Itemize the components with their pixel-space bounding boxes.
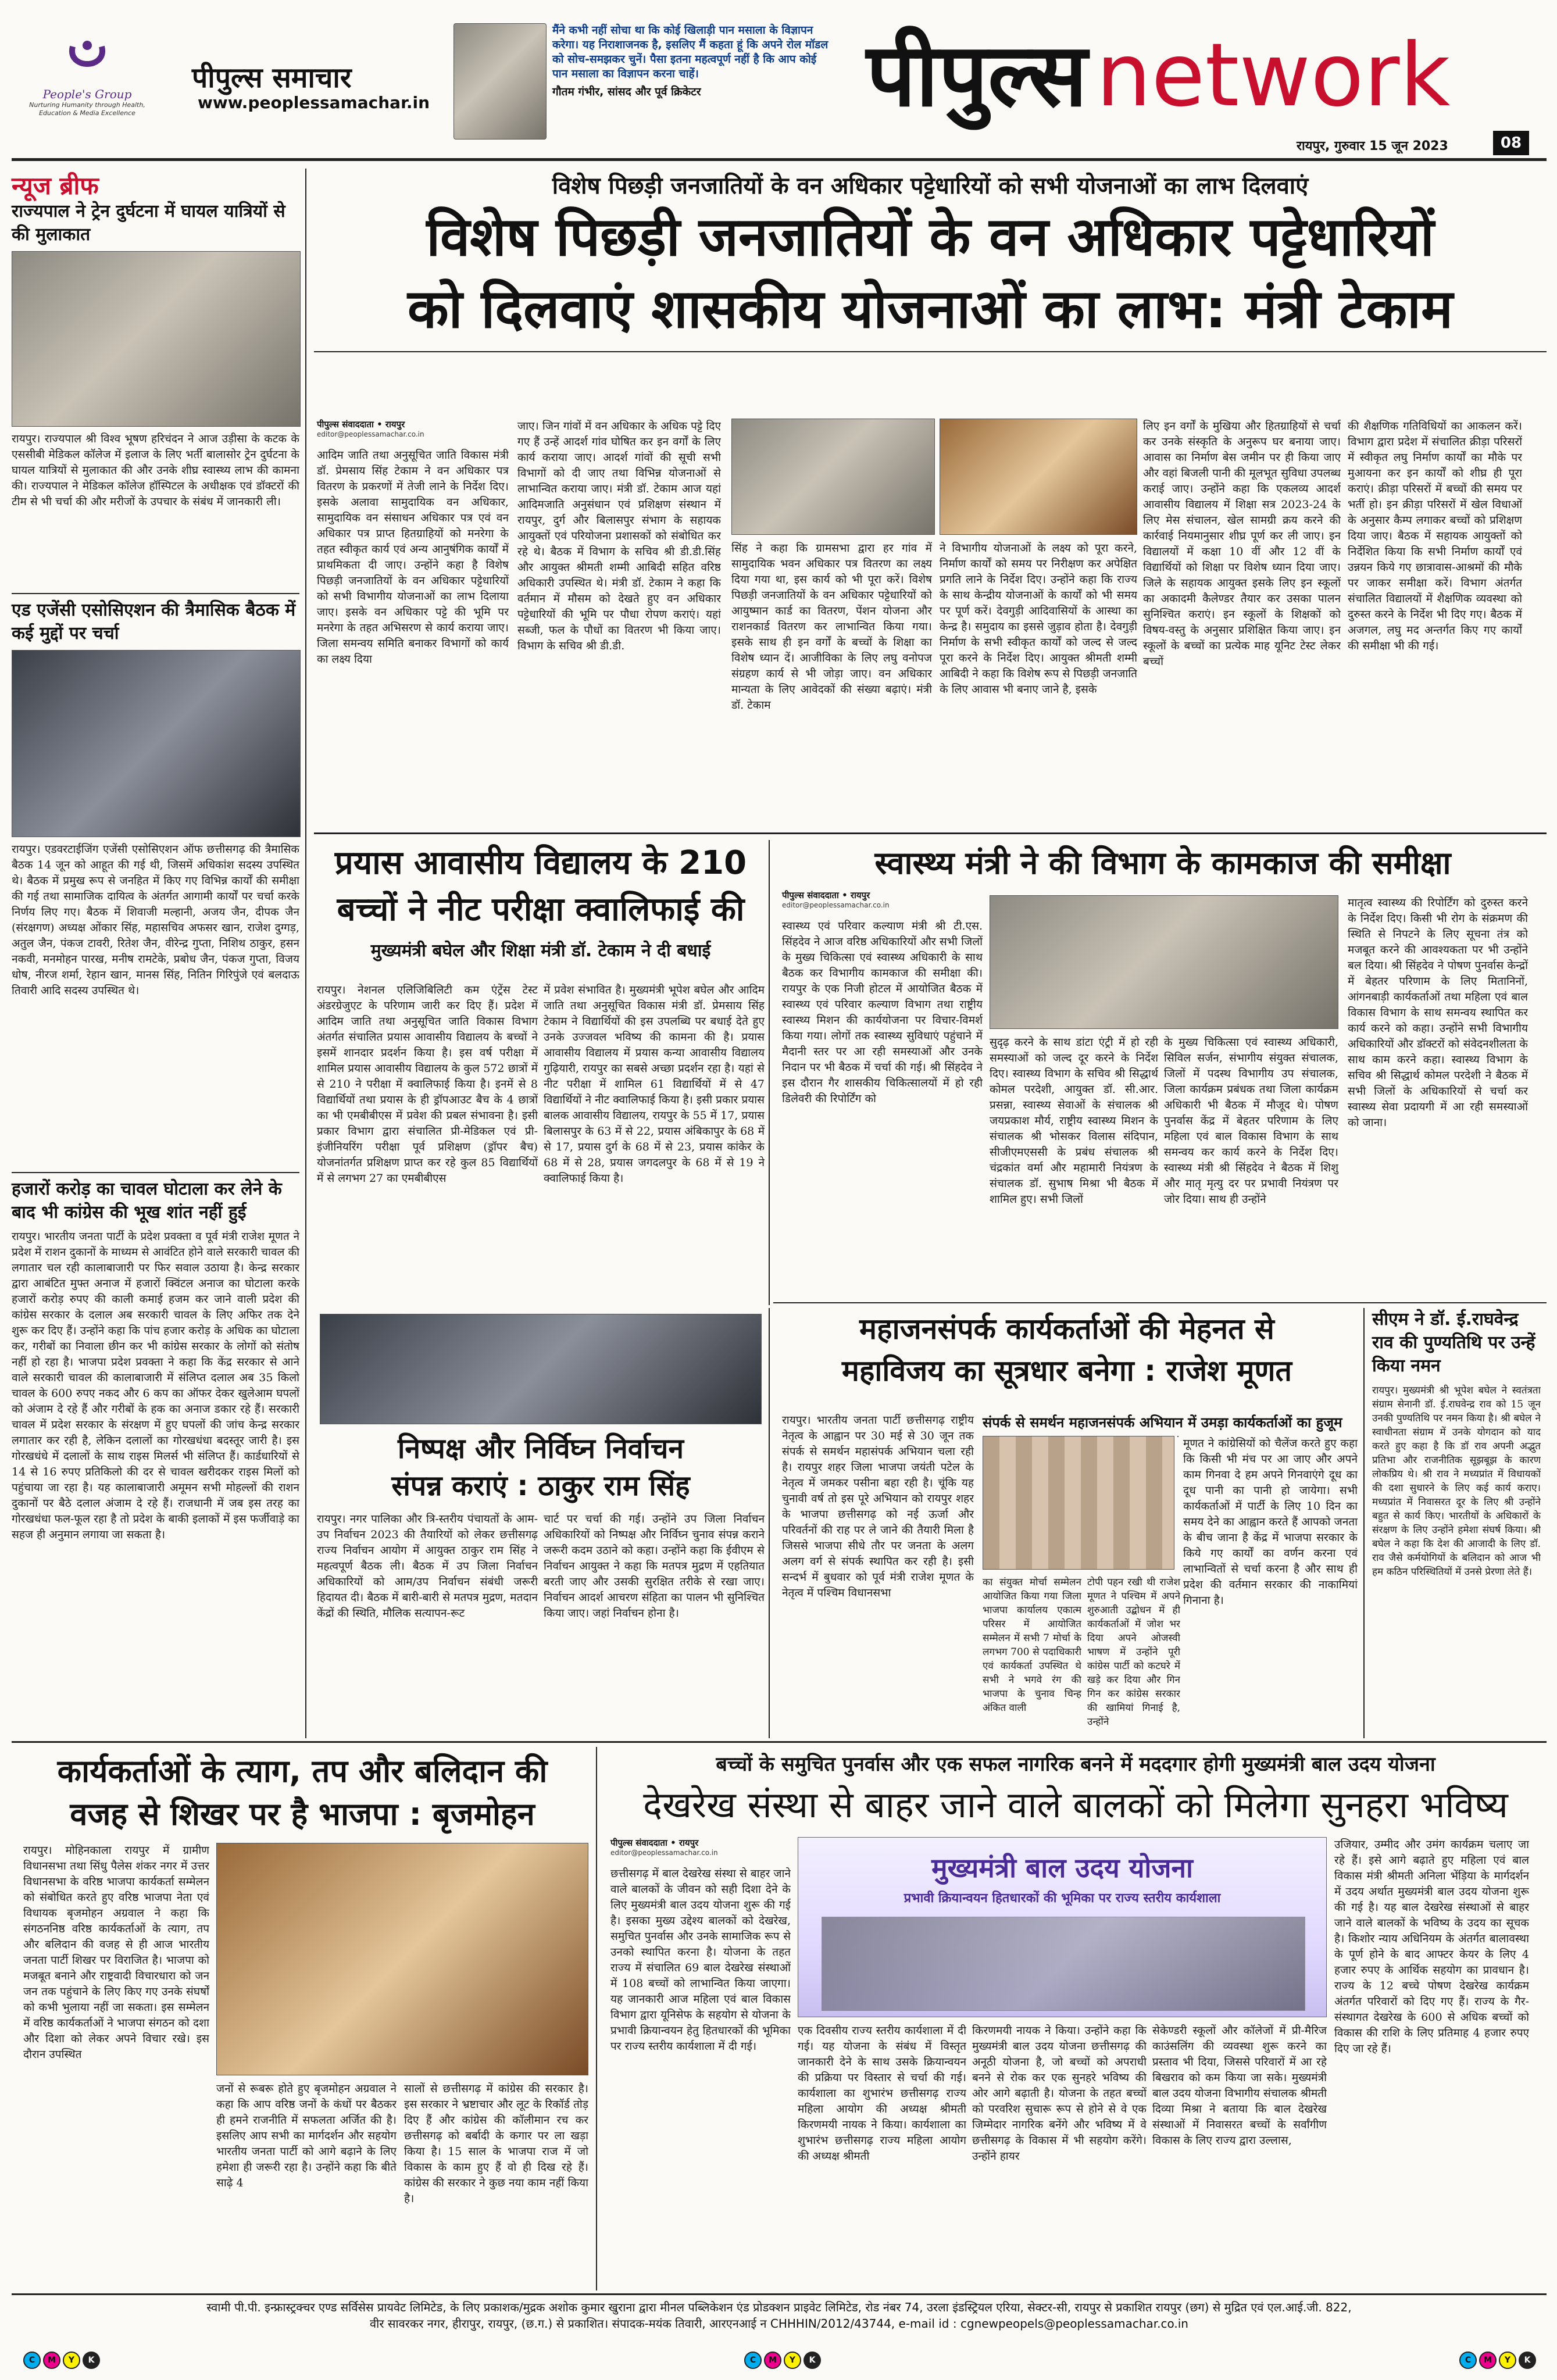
election-col-2: चार्ट पर चर्चा की गई। उन्होंने उप जिला निर्वाचन अधिकारियों को निष्पक्ष और निर्विघ्न चुनाव संपन्न कराने जरूरी कदम उठाने को कहा। उन्होंने कहा कि ईवीएम से निर्वाचन आयुक्त ने कहा कि मतपत्र मुद्रण में एहतियात बरती जाए और उसकी सुरक्षित तरीके से रखा जाए। निर्वाचन आदर्श आचरण संहिता का पालन भी सुनिश्चित किया जाए। जहां निर्वाचन होना है।: [544, 1513, 765, 1620]
election-headline-line-2: संपन्न कराएं : ठाकुर राम सिंह: [391, 1470, 690, 1502]
group-tagline: Nurturing Humanity through Health, Education & Media Excellence: [29, 101, 145, 117]
lead-rule: [314, 351, 1547, 352]
brief-1-headline: राज्यपाल ने ट्रेन दुर्घटना में घायल यात्रियों से की मुलाकात: [12, 201, 285, 245]
neet-headline-line-1: प्रयास आवासीय विद्यालय के 210: [334, 844, 747, 882]
bjp-col-2: का संयुक्त मोर्चा सम्मेलन आयोजित किया गया जिला भाजपा कार्यालय एकात्म परिसर में आयोजित सम्मेलन में सभी 7 मोर्चा के लगभग 700 से पदाधिकारी एवं कार्यकर्ता उपस्थित थे सभी ने भगवे रंग की भाजपा के चुनाव चिन्ह अंकित वाली: [983, 1577, 1081, 1714]
brijmohan-headline-line-2: वजह से शिखर पर है भाजपा : बृजमोहन: [70, 1796, 535, 1832]
neet-subhead: मुख्यमंत्री बघेल और शिक्षा मंत्री डॉ. टेकाम ने दी बधाई: [370, 941, 711, 961]
neet-headline-line-2: बच्चों ने नीट परीक्षा क्वालिफाई की: [337, 891, 745, 928]
mid-bottom-rule: [12, 1741, 1547, 1743]
black-mark-icon: K: [804, 2352, 821, 2369]
yellow-mark-icon: Y: [1499, 2352, 1516, 2369]
health-byline: [782, 889, 980, 909]
child-byline: [610, 1837, 791, 1857]
color-registration-marks: [23, 2352, 100, 2369]
bjp-right-rule: [1363, 1308, 1365, 1738]
lead-kicker: विशेष पिछड़ी जनजातियों के वन अधिकार पट्टेधारियों को सभी योजनाओं का लाभ दिलवाएं: [552, 173, 1309, 199]
bjp-story: [776, 1308, 1358, 1413]
brand-hindi: पीपुल्स: [866, 25, 1088, 126]
peoples-group-logo: [23, 35, 151, 151]
health-col-3: के मुख्य चिकित्सा एवं स्वास्थ्य अधिकारी, सिविल सर्जन, संभागीय संयुक्त संचालक, जिलों में पदस्थ विभागीय उप संचालक, जिला कार्यक्रम प्रबंधक तथा जिला कार्यक्रम अधिकारी भी बैठक में मौजूद थे। पोषण पुनर्वास केंद्र में बेहतर परिणाम के लिए महिला एवं बाल विकास विभाग के साथ समन्वय कर कार्य करने के निर्देश दिए। स्वास्थ्य मंत्री श्री सिंहदेव ने बैठक में शिशु और मातृ मृत्यु दर पर प्रभावी नियंत्रण पर जोर दिया। साथ ही उन्होंने: [1164, 1036, 1338, 1206]
lead-headline-line-2: को दिलवाएं शासकीय योजनाओं का लाभ: मंत्री टेकाम: [407, 278, 1454, 340]
health-byline-text: पीपुल्स संवाददाता • रायपुर: [782, 890, 870, 900]
lead-photo-2: [940, 419, 1137, 535]
brief-3-body: रायपुर। भारतीय जनता पार्टी के प्रदेश प्रवक्ता व पूर्व मंत्री राजेश मूणत ने प्रदेश में राशन दुकानों के माध्यम से आवंटित होने वाले सरकारी चावल की लगातार चल रही कालाबाजारी पर फिर सवाल उठाया है। केन्द्र सरकार द्वारा आबंटित मुफ्त अनाज में हजारों क्विंटल अनाज का घोटाला करके हजारों करोड़ रुपए की काली कमाई हजम कर जाने वाली प्रदेश की कांग्रेस सरकार के दलाल अब सरकारी चावल के लिए अफिर तक देने शुरू कर दिए हैं। उन्होंने कहा कि पांच हजार करोड़ के अधिक का घोटाला कर, गरीबों का निवाला छीन कर भी कांग्रेस सरकार के लोगों को संतोष नहीं हो रहा है। भाजपा प्रदेश प्रवक्ता ने कहा कि केंद्र सरकार से आने वाले सरकारी चावल की कालाबाजारी में संलिप्त दलाल अब 35 किलो चावल के 600 रुपए नकद और 6 कप का ऑफर देकर खुलेआम घपलों को अंजाम दे रहे हैं और गरीबों के हक का अनाज डकार रहे हैं। सरकारी चावल में प्रदेश सरकार के संरक्षण में हुए घपलों की जांच केन्द्र सरकार लगातार कर रही है, लेकिन दलालों का गोरखधंधा बदस्तूर जारी है। इस गोरखधंधे में दलालों के साथ राइस मिलर्स भी संलिप्त हैं। कार्डधारियों से 14 से 16 रुपए प्रतिकिलो की दर से चावल खरीदकर राइस मिलों को पहुंचाया जा रहा है। यह कालाबाजारी अमूमन सभी मोहल्लों की राशन दुकानों पर बैठे दलाल अंजाम दे रहे हैं। राजधानी में जब इस तरह का गोरखधंधा फल-फूल रहा है तो प्रदेश के बाकी इलाकों में इस फर्जीवाड़े का सहज ही अनुमान लगाया जा सकता है।: [12, 1230, 299, 1541]
child-col-3: किरणमयी नायक ने किया। उन्होंने कहा कि मुख्यमंत्री बाल उदय योजना छत्तीसगढ़ की अनूठी योजना है, जो बच्चों को अपराधी बनने से रोक कर एक सुनहरे भविष्य की ओर आगे बढ़ाती है। योजना के तहत बच्चों को परवरिश सुचारू रूप से होने से वे एक जिम्मेदार नागरिक बनेंगे और भविष्य में वे छत्तीसगढ़ के विकास में भी सहयोग करेंगे। उन्होंने हायर: [972, 2024, 1147, 2163]
brijmohan-col-1: रायपुर। मोहिनकाला रायपुर में ग्रामीण विधानसभा तथा सिंधु पैलेस शंकर नगर में उत्तर विधानसभा के वरिष्ठ भाजपा कार्यकर्ता सम्मेलन को संबोधित करते हुए वरिष्ठ भाजपा नेता एवं विधायक बृजमोहन अग्रवाल ने कहा कि संगठननिष्ठ वरिष्ठ कार्यकर्ताओं के त्याग, तप और बलिदान की वजह से ही आज भारतीय जनता पार्टी शिखर पर विराजित है। भाजपा को मजबूत बनाने और राष्ट्रवादी विचारधारा को जन जन तक पहुंचाने के लिए किए गए उनके संघर्षों को कभी भुलाया नहीं जा सकता। इस सम्मेलन में वरिष्ठ कार्यकर्ताओं ने भाजपा संगठन को दशा और दिशा को लेकर अपने विचार रखे। इस दौरान उपस्थित: [23, 1844, 209, 2061]
lead-byline: [317, 419, 509, 438]
black-mark-icon: K: [83, 2352, 100, 2369]
brief-1-photo: [12, 251, 301, 427]
brijmohan-col-3: सालों से छत्तीसगढ़ में कांग्रेस की सरकार है। इस सरकार ने भ्रष्टाचार और लूट के रिकॉर्ड तोड़ दिए हैं और कांग्रेस की कॉलीमान रच कर छत्तीसगढ़ को बर्बादी के कगार पर ला खड़ा किया है। 15 साल के भाजपा राज में जो विकास के काम हुए हैं वो ही दिख रहे हैं। कांग्रेस की सरकार ने कुछ नया काम नहीं किया है।: [404, 2082, 588, 2205]
lead-headline-line-1: विशेष पिछड़ी जनजातियों के वन अधिकार पट्टेधारियों: [426, 206, 1434, 268]
child-kicker: बच्चों के समुचित पुनर्वास और एक सफल नागरिक बनने में मददगार होगी मुख्यमंत्री बाल उदय योजना: [716, 1753, 1435, 1776]
lead-col-2: जाए। जिन गांवों में वन अधिकार के अधिक पट्टे दिए गए हैं उन्हें आदर्श गांव घोषित कर इन वर्गों के लिए कार्य कराया जाए। आदर्श गांवों की सूची सभी विभागों को दी जाए तथा विभिन्न योजनाओं से लाभान्वित कराया जाए। मंत्री डॉ. टेकाम आज यहां आदिमजाति अनुसंधान एवं प्रशिक्षण संस्थान में रायपुर, दुर्ग और बिलासपुर संभाग के सहायक आयुक्तों एवं परियोजना प्रशासकों को संबोधित कर रहे थे। बैठक में विभाग के सचिव श्री डी.डी.सिंह और आयुक्त श्रीमती शम्मी आबिदी सहित वरिष्ठ अधिकारी उपस्थित थे। मंत्री डॉ. टेकाम ने कहा कि वर्तमान में मौसम को देखते हुए वन अधिकार पट्टेधारियों की भूमि पर पौधा रोपण कराएं। यहां सब्जी, फल के पौधों का वितरण भी किया जाए। विभाग के सचिव श्री डी.डी.: [517, 420, 721, 652]
health-photo: [990, 895, 1338, 1029]
brief-2-headline: एड एजेंसी एसोसिएशन की त्रैमासिक बैठक में कई मुद्दों पर चर्चा: [12, 600, 296, 644]
bjp-photo: [983, 1436, 1174, 1570]
child-byline-email[interactable]: editor@peoplessamachar.co.in: [610, 1849, 718, 1857]
brand-english: network: [1096, 25, 1451, 126]
health-col-2: सुदृढ़ करने के साथ डांटा एंट्री में हो रही समस्याओं को जल्द दूर करने के निर्देश दिए। स्वास्थ्य विभाग के सचिव श्री सिद्धार्थ कोमल परदेशी, आयुक्त डॉ. सी.आर. प्रसन्ना, स्वास्थ्य सेवाओं के संचालक श्री जयप्रकाश मौर्य, राष्ट्रीय स्वास्थ्य मिशन के संचालक श्री भोसकर विलास संदिपान, सीजीएमएससी के प्रबंध संचालक श्री चंद्रकांत वर्मा और महामारी नियंत्रण के संचालक डॉ. सुभाष मिश्रा भी बैठक में शामिल हुए। सभी जिलों: [990, 1036, 1158, 1206]
lead-col-3: सिंह ने कहा कि ग्रामसभा द्वारा हर गांव में सामुदायिक भवन अधिकार पत्र वितरण का लक्ष्य दिया गया था, इस कार्य को भी पूरा करें। विशेष पिछड़ी जनजातियों के वन अधिकार पट्टेधारियों को आयुष्मान कार्ड का वितरण, पेंशन योजना और राशनकार्ड वितरण कर लाभान्वित किया गया। इसके साथ ही इन वर्गों के बच्चों के शिक्षा का विशेष ध्यान दें। आजीविका के लिए लघु वनोपज संग्रहण कार्य से भी जोड़ा जाए। वन अधिकार मान्यता के लिए आवेदकों की संख्या बढ़ाएं। मंत्री डॉ. टेकाम: [731, 542, 932, 712]
group-name: People's Group: [42, 87, 132, 101]
magenta-mark-icon: M: [1479, 2352, 1497, 2369]
lead-byline-text: पीपुल्स संवाददाता • रायपुर: [317, 419, 405, 430]
brijmohan-col-2: जनों से रूबरू होते हुए बृजमोहन अग्रवाल ने कहा कि आप वरिष्ठ जनों के कंधों पर बैठकर ही हमने राजनीति में सफलता अर्जित की है। इसलिए आप सभी का मार्गदर्शन और सहयोग भारतीय जनता पार्टी को आगे बढ़ाने के लिए हमेशा ही जरूरी रहा है। उन्होंने कहा कि बीते साढ़े 4: [216, 2082, 397, 2189]
lead-col-4: ने विभागीय योजनाओं के लक्ष्य को पूरा करने, निर्माण कार्यों को समय पर निरीक्षण कर अपेक्षित प्रगति लाने के निर्देश दिए। उन्होंने कहा कि राज्य के साथ केन्द्रीय योजनाओं के कार्यों को भी समय पर पूर्ण करें। देवगुड़ी आदिवासियों के आस्था का केन्द्र है। समुदाय का इससे जुड़ाव होता है। देवगुड़ी निर्माण के सभी स्वीकृत कार्यों को जल्द से जल्द पूरा करने के निर्देश दिए। आयुक्त श्रीमती शम्मी आबिदी ने कहा कि विशेष रूप से पिछड़ी जनजाति के लिए आवास भी बनाए जाने है, इसके: [940, 542, 1137, 696]
quote-text: मैंने कभी नहीं सोचा था कि कोई खिलाड़ी पान मसाला के विज्ञापन करेगा। यह निराशाजनक है, इसलिए मैं कहता हूं कि अपने रोल मॉडल को सोच-समझकर चुनें। पैसा इतना महत्वपूर्ण नहीं है कि आप कोई पान मसाला का विज्ञापन करना चाहें।: [552, 24, 829, 80]
color-registration-marks: [1459, 2352, 1536, 2369]
lead-photo-1: [731, 419, 935, 535]
brijmohan-story: [12, 1750, 593, 1837]
tribute-headline: सीएम ने डॉ. ई.राघवेन्द्र राव की पुण्यतिथि पर उन्हें किया नमन: [1372, 1309, 1535, 1376]
magenta-mark-icon: M: [764, 2352, 781, 2369]
yellow-mark-icon: Y: [784, 2352, 801, 2369]
brief-3-headline: हजारों करोड़ का चावल घोटाला कर लेने के बाद भी कांग्रेस की भूख शांत नहीं हुई: [12, 1179, 282, 1223]
health-col-4: मातृत्व स्वास्थ्य की रिपोर्टिंग को दुरुस्त करने के निर्देश दिए। किसी भी रोग के संक्रमण की स्थिति से निपटने के लिए सूचना तंत्र को मजबूत करने की आवश्यकता पर भी उन्होंने बल दिया। श्री सिंहदेव ने पोषण पुनर्वास केन्द्रों में बेहतर परिणाम के लिए मितानिनों, आंगनबाड़ी कार्यकर्ताओं तथा महिला एवं बाल विकास विभाग के साथ समन्वय स्थापित कर कार्य करने को कहा। उन्होंने सभी विभागीय अधिकारियों और डॉक्टरों को संवेदनशीलता के साथ काम करने कहा। स्वास्थ्य विभाग के सचिव श्री सिद्धार्थ कोमल परदेशी ने बैठक में सभी जिलों के अधिकारियों से चर्चा कर स्वास्थ्य सेवा प्रदायगी में आ रही समस्याओं को जाना।: [1348, 896, 1528, 1129]
child-col-5: उजियार, उम्मीद और उमंग कार्यक्रम चलाए जा रहे हैं। इसे आगे बढ़ाते हुए महिला एवं बाल विकास मंत्री श्रीमती अनिला भेंड़िया के मार्गदर्शन में उदय अर्थात मुख्यमंत्री बाल उदय योजना शुरू की गई है। यह बाल देखरेख संस्थाओं से बाहर जाने वाले बालकों के भविष्य के उदय का सूचक है। किशोर न्याय अधिनियम के अंतर्गत बालावस्था के पूर्ण होने के बाद आफ्टर केयर के लिए 4 हजार रुपए के आर्थिक सहयोग का प्रावधान है। राज्य के 12 बच्चे पोषण देखरेख कार्यक्रम अंतर्गत परिवारों को दिए गए हैं। राज्य के गैर-संस्थागत देखरेख के 600 से अधिक बच्चों को विकास की राशि के लिए प्रतिमाह 4 हजार रुपए दिए जा रहे हैं।: [1334, 1838, 1529, 2055]
health-byline-email[interactable]: editor@peoplessamachar.co.in: [782, 901, 890, 909]
brief-2-body: रायपुर। एडवरटाईजिंग एजेंसी एसोसिएशन ऑफ छत्तीसगढ़ की त्रैमासिक बैठक 14 जून को आहूत की गई थी, जिसमें अधिकांश सदस्य उपस्थित थे। बैठक में प्रमुख रूप से जनहित में किए गए विभिन्न कार्यों की समीक्षा की गई तथा सामाजिक दायित्व के अंतर्गत आगामी कार्यों पर चर्चा करके निर्णय लिए गए। बैठक में शिवाजी मल्हानी, अजय जैन, दीपक जैन (संरक्षगण) अध्यक्ष ओंकार सिंह, महासचिव अफसर खान, राजेश दुग्गड़, अतुल जैन, पंकज टावरी, रितेश जैन, वीरेन्द्र गुप्ता, निशिथ ठाकुर, हसन नकवी, मनमोहन पारख, मनीष रामटेके, प्रबोध जैन, पंकज गुप्ता, विजय धोष, नीरज शर्मा, रेहान खान, मानस सिंह, नितिन गिरिपुंजे एवं बलदाऊ तिवारी आदि सदस्य उपस्थित थे।: [12, 843, 299, 997]
child-banner-photo: [798, 1837, 1327, 2017]
child-col-4: सेकेण्डरी स्कूलों और कॉलेजों में प्री-मैरिज काउंसलिंग की व्यवस्था शुरू करने का प्रस्ताव भी दिया, जिससे परिवारों में आ रहे बिखराव को कम किया जा सके। मुख्यमंत्री बाल उदय योजना विभागीय संचालक श्रीमती दिव्या मिश्रा ने बताया कि बाल देखरेख संस्थाओं में निवासरत बच्चों के सर्वांगीण विकास के लिए राज्य द्वारा उल्लास,: [1152, 2024, 1327, 2147]
election-photo: [320, 1314, 762, 1424]
lead-col-1: आदिम जाति तथा अनुसूचित जाति विकास मंत्री डॉ. प्रेमसाय सिंह टेकाम ने वन अधिकार पत्र वितरण के प्रकरणों में तेजी लाने के निर्देश दिए। इसके अलावा सामुदायिक वन अधिकार, सामुदायिक वन संसाधन अधिकार पत्र एवं वन अधिकार पत्र प्राप्त हितग्राहियों को मनरेगा के तहत स्वीकृत कार्य एवं अन्य आनुषंगिक कार्यों में प्राथमिकता दी जाए। उन्होंने कहा है विशेष पिछड़ी जनजातियों के वन अधिकार पट्टेधारियों को सभी विभागीय योजनाओं का लाभ दिलाया जाए। इसके वन अधिकार पट्टे की भूमि पर मनरेगा के तहत अभिसरण से कार्य कराया जाए। जिला समन्वय समिति बनाकर विभागों को कार्य का लक्ष्य दिया: [317, 449, 509, 666]
quote-author: गौतम गंभीर, सांसद और पूर्व क्रिकेटर: [552, 85, 701, 98]
child-banner-title: मुख्यमंत्री बाल उदय योजना: [931, 1852, 1193, 1884]
neet-right-rule: [769, 840, 770, 1305]
magenta-mark-icon: M: [43, 2352, 60, 2369]
child-col-2: एक दिवसीय राज्य स्तरीय कार्यशाला में दी गई। यह योजना के संबंध में विस्तृत जानकारी देने के साथ उसके क्रियान्वयन की प्रक्रिया पर विस्तार से चर्चा की गई। कार्यशाला का शुभारंभ छत्तीसगढ़ राज्य महिला आयोग की अध्यक्ष श्रीमती किरणमयी नायक ने किया। कार्यशाला का शुभारंभ छत्तीसगढ़ राज्य महिला आयोग की अध्यक्ष श्रीमती: [798, 2024, 966, 2163]
bjp-headline-line-2: महाविजय का सूत्रधार बनेगा : राजेश मूणत: [841, 1354, 1292, 1388]
footer-imprint-line-2: वीर सावरकर नगर, हीरापुर, रायपुर, (छ.ग.) से प्रकाशित। संपादक-मयंक तिवारी, आरएनआई न CHHHIN/2012/43744, e-mail id : cgnewpeopels@peoplessamachar.co.in: [370, 2317, 1188, 2331]
paper-name: पीपुल्स समाचार: [192, 62, 352, 94]
yellow-mark-icon: Y: [63, 2352, 80, 2369]
cyan-mark-icon: C: [1459, 2352, 1477, 2369]
page-number: 08: [1493, 131, 1529, 155]
brief-divider: [12, 593, 299, 594]
child-banner-subtitle: प्रभावी क्रियान्वयन हितधारकों की भूमिका पर राज्य स्तरीय कार्यशाला: [904, 1891, 1221, 1906]
health-headline: स्वास्थ्य मंत्री ने की विभाग के कामकाज की समीक्षा: [874, 845, 1451, 881]
peoples-group-emblem-icon: [61, 35, 113, 87]
health-bottom-rule: [773, 1302, 1547, 1303]
child-col-1: छत्तीसगढ़ में बाल देखरेख संस्था से बाहर जाने वाले बालकों के जीवन को सही दिशा देने के लिए मुख्यमंत्री बाल उदय योजना शुरू की गई है। इसका मुख्य उद्देश्य बालकों को देखरेख, समुचित पुनर्वास और उनके सामाजिक रूप से उनको स्थापित करना है। योजना के तहत राज्य में संचालित 69 बाल देखरेख संस्थाओं में 108 बच्चों को लाभान्वित किया जाएगा। यह जानकारी आज महिला एवं बाल विकास विभाग द्वारा यूनिसेफ के सहयोग से योजना के प्रभावी क्रियान्वयन हेतु हितधारकों की भूमिका पर राज्य स्तरीय कार्यशाला में दी गई।: [610, 1867, 791, 2053]
election-right-rule: [769, 1308, 770, 1738]
left-column: [12, 169, 299, 1738]
brief-2-photo: [12, 650, 301, 837]
cyan-mark-icon: C: [744, 2352, 762, 2369]
quote-box: [552, 23, 831, 145]
bjp-col-4: मूणत ने कांग्रेसियों को चैलेंज करते हुए कहा कि किसी भी मंच पर आ जाए और अपने काम गिनवा दे हम अपने गिनवाएंगे दूध का दूध पानी का पानी हो जायेगा। सभी कार्यकर्ताओं में पार्टी के लिए 10 दिन का समय देने का आह्वान करते हैं आपको जनता के बीच जाना है केंद्र में भाजपा सरकार के किये गए कार्यों का वर्णन करना एवं लाभान्वितों से चर्चा करना है और साथ ही प्रदेश की वर्तमान सरकार की नाकामियां गिनाना है।: [1183, 1437, 1358, 1607]
masthead-rule: [12, 158, 1547, 161]
footer-imprint-line-1: स्वामी पी.पी. इन्फ्रास्ट्रक्चर एण्ड सर्विसेस प्रायवेट लिमिटेड, के लिए प्रकाशक/मुद्रक अशोक कुमार खुराना द्वारा मीनल पब्लिकेशन एंड प्रोडक्शन प्राइवेट लिमिटेड, रोड नंबर 74, उरला इंडस्ट्रियल एरिया, सेक्टर-सी, रायपुर से प्रकाशित रायपुर (छग) से मुद्रित एवं एल.आई.जी. 822,: [206, 2300, 1352, 2314]
bjp-headline-line-1: महाजनसंपर्क कार्यकर्ताओं की मेहनत से: [859, 1312, 1274, 1346]
brijmohan-photo: [216, 1843, 588, 2075]
brijmohan-right-rule: [596, 1747, 597, 2290]
child-headline: देखरेख संस्था से बाहर जाने वाले बालकों को मिलेगा सुनहरा भविष्य: [643, 1784, 1508, 1826]
footer-imprint: [47, 2299, 1512, 2332]
tribute-body: रायपुर। मुख्यमंत्री श्री भूपेश बघेल ने स्वतंत्रता संग्राम सेनानी डॉ. ई.राघवेन्द्र राव को 15 जून उनकी पुण्यतिथि पर नमन किया है। श्री बघेल ने स्वाधीनता संग्राम में उनके योगदान को याद करते हुए कहा है कि डॉ राव अपनी अद्भुत प्रतिभा और राजनीतिक सूझबूझ के कारण लोकप्रिय थे। श्री राव ने मध्यप्रांत में विधायकों की दशा सुधारने के लिए कई कार्य कराए। मध्यप्रांत में निवासरत दूर के लिए श्री उन्होंने बहुत से कार्य किए। भारतीयों के अधिकारों के संरक्षण के लिए उन्होंने हमेशा संघर्ष किया। श्री बघेल ने कहा कि देश की आजादी के लिए डॉ. राव जैसे कर्मयोगियों के बलिदान को आज भी हम कठिन परिस्थितियों में उनसे प्रेरणा लेते हैं।: [1372, 1385, 1541, 1578]
lead-bottom-rule: [314, 832, 1547, 834]
section-label-news-brief: न्यूज ब्रीफ: [12, 171, 99, 200]
brief-divider: [12, 1172, 299, 1173]
footer-rule: [12, 2293, 1547, 2295]
bjp-subhead: संपर्क से समर्थन महाजनसंपर्क अभियान में उमड़ा कार्यकर्ताओं का हुजूम: [983, 1414, 1342, 1431]
color-registration-marks: [744, 2352, 821, 2369]
health-col-1: स्वास्थ्य एवं परिवार कल्याण मंत्री श्री टी.एस. सिंहदेव ने आज वरिष्ठ अधिकारियों और सभी जिलों के मुख्य चिकित्सा एवं स्वास्थ्य अधिकारी के साथ बैठक कर विभागीय कामकाज की समीक्षा की। रायपुर के एक निजी होटल में आयोजित बैठक में स्वास्थ्य एवं परिवार कल्याण विभाग तथा राष्ट्रीय स्वास्थ्य मिशन की कार्ययोजना पर विचार-विमर्श किया गया। लोगों तक स्वास्थ्य सुविधाएं पहुंचाने में मैदानी स्तर पर आ रही समस्याओं और उनके निदान पर भी बैठक में चर्चा की गई। श्री सिंहदेव ने इस दौरान गैर शासकीय चिकित्सालयों में हो रही डिलेवरी की रिपोर्टिंग को: [782, 920, 983, 1105]
brand-logo: [866, 17, 1547, 134]
masthead: [0, 0, 1557, 163]
election-col-1: रायपुर। नगर पालिका और त्रि-स्तरीय पंचायतों के आम-उप निर्वाचन 2023 की तैयारियों को लेकर छत्तीसगढ़ राज्य निर्वाचन आयोग में आयुक्त ठाकुर राम सिंह ने महत्वपूर्ण बैठक ली। बैठक में उप जिला निर्वाचन अधिकारियों को आम/उप निर्वाचन संबंधी जरूरी हिदायत दी। बैठक में बारी-बारी से मतपत्र मुद्रण, मतदान केंद्रों की स्थिति, मौलिक सत्यापन-रूट: [317, 1513, 538, 1620]
bjp-photo-speaker: [1177, 1436, 1179, 1437]
lead-col-5: लिए इन वर्गों के मुखिया और हितग्राहियों से चर्चा कर उनके संस्कृति के अनुरूप घर बनाया जाए। आवास का निर्माण बेस जमीन पर ही किया जाए और वहां बिजली पानी की मूलभूत सुविधा उपलब्ध कराई जाए। उन्होंने कहा कि एकलव्य आदर्श आवासीय विद्यालय में शिक्षा सत्र 2023-24 के लिए मेस संचालन, खेल सामग्री क्रय करने की कार्रवाई नियमानुसार शीघ्र पूर्ण कर ली जाए। इन विद्यालयों में कक्षा 10 वीं और 12 वीं के विद्यार्थियों को शिक्षा पर विशेष ध्यान दिया जाए। जिले के सहायक आयुक्त इसके लिए इन स्कूलों का अकादमी कैलेण्डर तैयार कर उसका पालन सुनिश्चित कराएं। इन स्कूलों के शिक्षकों को विषय-वस्तु के अनुसार प्रशिक्षित किया जाए। इन स्कूलों के बच्चों का प्रत्येक माह यूनिट टेस्ट लेकर बच्चों: [1143, 420, 1341, 668]
child-byline-text: पीपुल्स संवाददाता • रायपुर: [610, 1838, 699, 1848]
neet-col-1: रायपुर। नेशनल एलिजिबिलिटी कम एंट्रेंस टेस्ट अंडरग्रेजुएट के परिणाम जारी कर दिए हैं। प्रदेश में आदिम जाति तथा अनुसूचित जाति विकास विभाग अंतर्गत संचालित प्रयास आवासीय विद्यालय के बच्चों ने इसमें शानदार प्रदर्शन किया है। इस वर्ष परीक्षा में शामिल प्रयास आवासीय विद्यालय के कुल 572 छात्रों में से 210 ने परीक्षा में क्वालिफाई किया है। इनमें से 8 विद्यार्थियों तथा प्रयास के ही ड्रॉपआउट बैच के 4 छात्रों का भी एमबीबीएस में प्रवेश की प्रबल संभावना है। इसी प्रकार विभाग द्वारा संचालित प्री-मेडिकल एवं प्री-इंजीनियरिंग परीक्षा पूर्व प्रशिक्षण (ड्रॉपर बैच) योजनांतर्गत प्रशिक्षण प्राप्त कर रहे कुल 85 विद्यार्थियों में से लगभग 27 का एमबीबीएस: [317, 984, 538, 1185]
brijmohan-headline-line-1: कार्यकर्ताओं के त्याग, तप और बलिदान की: [57, 1753, 548, 1789]
election-story: [314, 1430, 767, 1506]
tribute-story: [1372, 1308, 1541, 1738]
bjp-col-3: टोपी पहन रखी थी राजेश मूणत ने पश्चिम में अपने शुरुआती उद्बोधन में ही कार्यकर्ताओं में जोश भर दिया अपने ओजस्वी भाषण में उन्होंने पूरी कांग्रेस पार्टी को कटघरे में खड़े कर दिया और गिन गिन कर कांग्रेस सरकार की खामियां गिनाई है, उन्होंने: [1087, 1577, 1180, 1728]
lead-byline-email[interactable]: editor@peoplessamachar.co.in: [317, 430, 424, 438]
child-banner-dignitaries: [822, 1917, 1305, 2011]
website[interactable]: www.peoplessamachar.in: [198, 93, 430, 112]
dateline: रायपुर, गुरुवार 15 जून 2023: [1297, 139, 1448, 153]
black-mark-icon: K: [1519, 2352, 1536, 2369]
election-headline-line-1: निष्पक्ष और निर्विघ्न निर्वाचन: [397, 1432, 684, 1465]
neet-col-2: में प्रवेश संभावित है। मुख्यमंत्री भूपेश बघेल और आदिम जाति तथा अनुसूचित विकास मंत्री डॉ. प्रेमसाय सिंह टेकाम ने विद्यार्थियों की इस उपलब्धि पर बधाई देते हुए उनके उज्जवल भविष्य की कामना की है। प्रयास आवासीय विद्यालय में प्रयास कन्या आवासीय विद्यालय गुढ़ियारी, रायपुर का सबसे अच्छा प्रदर्शन रहा है। यहां से नीट परीक्षा में शामिल 61 विद्यार्थियों में से 47 विद्यार्थियों ने नीट क्वालिफाई किया है। इसी प्रकार प्रयास बालक आवासीय विद्यालय, रायपुर के 55 में 17, प्रयास बिलासपुर के 63 में से 22, प्रयास अंबिकापुर के 68 में से 17, प्रयास दुर्ग के 68 में से 23, प्रयास कांकेर के 68 में से 28, प्रयास जगदलपुर के 68 में से 19 ने क्वालिफाई किया है।: [544, 984, 765, 1185]
lead-col-6: की शैक्षणिक गतिविधियों का आकलन करें। विभाग द्वारा प्रदेश में संचालित क्रीड़ा परिसरों में स्वीकृत लघु निर्माण कार्यों का मौके पर मुआयना कर इन कार्यों को शीघ्र ही पूरा कराएं। क्रीड़ा परिसरों में बच्चों की समय पर भर्ती हो। इन क्रीड़ा परिसरों में खेल विधाओं के अनुसार कैम्प लगाकर बच्चों को प्रशिक्षण दिया जाए। बैठक में सहायक आयुक्तों को निर्देशित किया कि सभी निर्माण कार्यों एवं उन्नयन किये गए छात्रावास-आश्रमों की मौके पर जाकर समीक्षा करें। विभाग अंतर्गत संचालित विद्यालयों में शैक्षणिक व्यवस्था को दुरुस्त करने के निर्देश भी दिए गए। बैठक में अजगल, लघु मद अन्तर्गत किए गए कार्यों की समीक्षा भी की गई।: [1348, 420, 1522, 652]
cyan-mark-icon: C: [23, 2352, 41, 2369]
quote-author-photo: [453, 23, 547, 140]
left-column-rule: [305, 169, 306, 1738]
bjp-col-1: रायपुर। भारतीय जनता पार्टी छत्तीसगढ़ राष्ट्रीय नेतृत्व के आह्वान पर 30 मई से 30 जून तक संपर्क से समर्थन महासंपर्क अभियान चला रही है। रायपुर शहर जिला भाजपा जयंती पटेल के नेतृत्व में जमकर पसीना बहा रही है। चूंकि यह चुनावी वर्ष तो इस पूरे अभियान को रायपुर शहर के भाजपा छत्तीसगढ़ को नई ऊर्जा और परिवर्तनों की राह पर ले जाने की तैयारी मिला है जिससे भाजपा सीधे तौर पर जनता के अलग अलग वर्ग से संपर्क स्थापित कर रही है। इसी सन्दर्भ में बुधवार को पूर्व मंत्री राजेश मूणत के नेतृत्व में पश्चिम विधानसभा: [782, 1414, 974, 1599]
brief-1-body: रायपुर। राज्यपाल श्री विश्व भूषण हरिचंदन ने आज उड़ीसा के कटक के एससीबी मेडिकल कॉलेज में इलाज के लिए भर्ती बालासोर ट्रेन दुर्घटना के घायल यात्रियों से मुलाकात की और उनके शीघ्र स्वास्थ्य लाभ की कामना की। राज्यपाल ने मेडिकल कॉलेज हॉस्पिटल के अधीक्षक एवं डॉक्टरों की टीम से भी चर्चा की और मरीजों के उपचार के संबंध में जानकारी ली।: [12, 433, 299, 508]
